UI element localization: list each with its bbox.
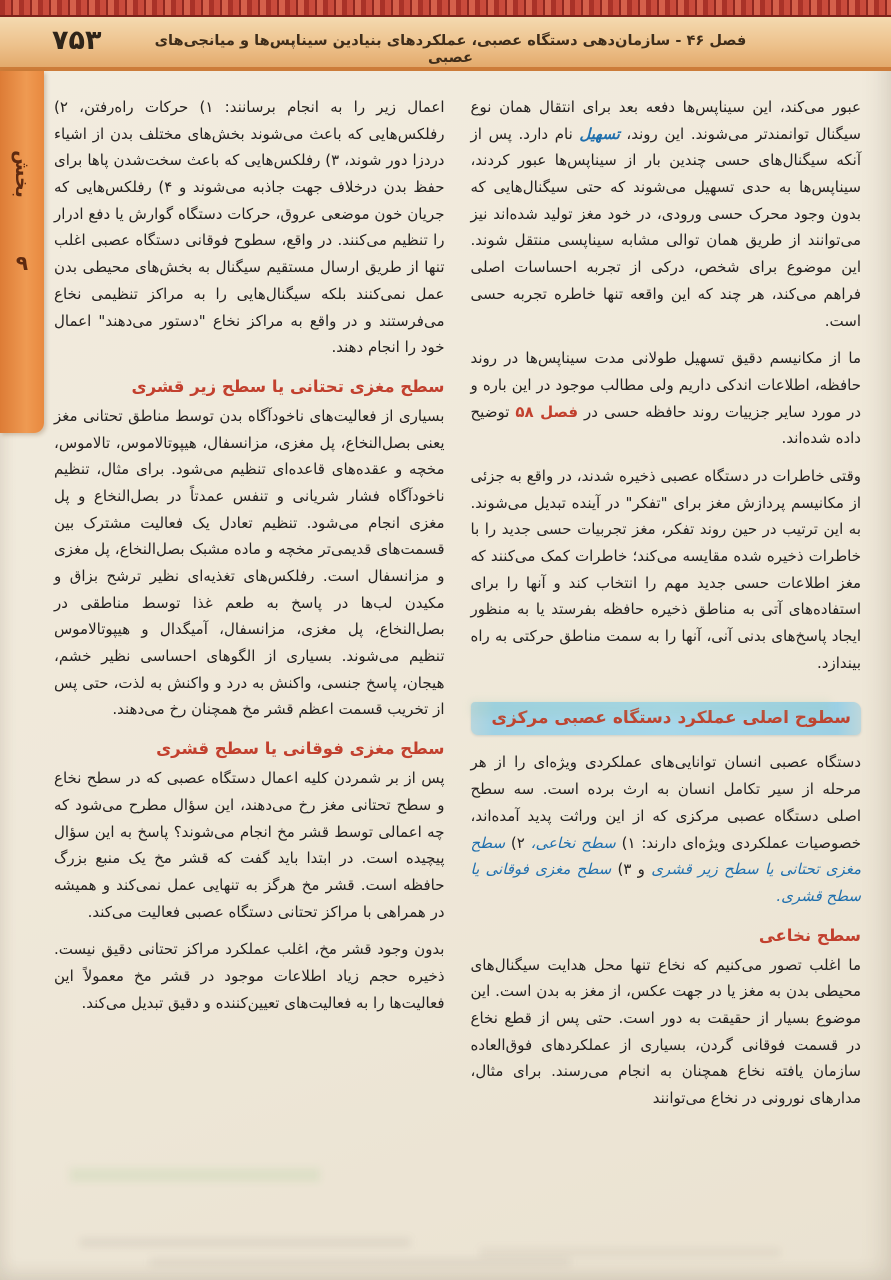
section-label: بخش (11, 150, 33, 198)
column-right (471, 94, 862, 1270)
text-run: ما از مکانیسم دقیق تسهیل طولانی مدت سیناپس‌ها در روند حافظه، اطلاعات اندکی داریم ولی مطالب موجود در این باره و در مورد سایر جزییات روند حافظه حسی در (470, 349, 861, 421)
chapter-title: فصل ۴۶ - سازمان‌دهی دستگاه عصبی، عملکردهای بنیادین سیناپس‌ها و میانجی‌های عصبی (154, 32, 747, 66)
chapter-reference: فصل ۵۸ (515, 402, 579, 421)
section-heading-major-levels: سطوح اصلی عملکرد دستگاه عصبی مرکزی (471, 702, 862, 735)
page-header (0, 17, 891, 71)
paragraph-facilitation (471, 94, 862, 334)
paragraph-spinal-functions: اعمال زیر را به انجام برسانند: ۱) حرکات راه‌رفتن، ۲) رفلکس‌هایی که باعث می‌شوند بخش‌های مختلف بدن از اشیاء دردزا دور شوند، ۳) رفلکس‌هایی که باعث سخت‌شدن پاها برای حفظ بدن درخلاف جهت جاذبه می‌شوند و ۴) رفلکس‌هایی که جریان خون موضعی عروق، حرکات دستگاه گوارش یا دفع ادرار را تنظیم می‌کنند. در واقع، سطوح فوقانی دستگاه عصبی اغلب تنها از طریق ارسال مستقیم سیگنال به بخش‌های محیطی بدن عمل نمی‌کنند بلکه سیگنال‌هایی را به مراکز تنظیمی نخاع می‌فرستند و در واقع به مراکز نخاع "دستور می‌دهند" اعمال خود را انجام دهند. (54, 98, 445, 357)
section-number: ۹ (15, 251, 29, 275)
facilitation-term: تسهیل (579, 124, 620, 143)
paragraph-memory-mechanism (471, 345, 862, 452)
level-spinal-term: سطح نخاعی، (530, 833, 616, 852)
text-run: نام دارد. پس از آنکه سیگنال‌های حسی چندین بار از سیناپس‌ها عبور کردند، سیناپس‌ها به حدی تسهیل می‌شوند که حتی سیگنال‌هایی که بدون وجود محرک حسی ورودی، در خود مغز تولید شده‌اند نیز می‌توانند از طریق همان توالی مشابه سیناپسی منتقل شوند. این موضوع برای شخص، درکی از تجربه احساسات اصلی فراهم می‌کند، هر چند که این واقعه تنها خاطره تجربه حسی است. (470, 124, 861, 330)
heading-lower-brain-level: سطح مغزی تحتانی یا سطح زیر قشری (131, 376, 445, 396)
paragraph-higher-brain: پس از بر شمردن کلیه اعمال دستگاه عصبی که در سطح نخاع و سطح تحتانی مغز رخ می‌دهند، این سؤال مطرح می‌شود که چه اعمالی توسط قشر مخ انجام می‌شوند؟ پاسخ به این سؤال پیچیده است. در ابتدا باید گفت که قشر مخ یک منبع بزرگ حافظه است. قشر مخ هرگز به تنهایی عمل نمی‌کند و همیشه در همراهی با مراکز تحتانی دستگاه عصبی فعالیت می‌کند. (54, 769, 445, 921)
heading-spinal-level: سطح نخاعی (758, 925, 861, 945)
page-content (0, 86, 891, 1270)
decorative-top-border (0, 0, 891, 17)
paragraph-lower-brain: بسیاری از فعالیت‌های ناخودآگاه بدن توسط مناطق تحتانی مغز یعنی بصل‌النخاع، پل مغزی، مزانسفال، هیپوتالاموس، تالاموس، مخچه و عقده‌های قاعده‌ای تنظیم می‌شود. برای مثال، تنظیم ناخودآگاه فشار شریانی و تنفس عمدتاً در بصل‌النخاع و پل مغزی انجام می‌شود. تنظیم تعادل یک فعالیت مشترک بین قسمت‌های قدیمی‌تر مخچه و ماده مشبک بصل‌النخاع، پل مغزی و مزانسفال است. رفلکس‌های تغذیه‌ای نظیر ترشح بزاق و مکیدن لب‌ها در پاسخ به طعم غذا توسط مناطقی در بصل‌النخاع، پل مغزی، مزانسفال، آمیگدال و هیپوتالاموس تنظیم می‌شوند. بسیاری از الگوهای احساسی نظیر خشم، هیجان، پاسخ جنسی، واکنش به درد و واکنش به لذت، حتی پس از تخریب قسمت اعظم قشر مخ همچنان رخ می‌دهند. (54, 406, 445, 719)
paragraph-three-levels (471, 749, 862, 909)
paragraph-stored-memories: وقتی خاطرات در دستگاه عصبی ذخیره شدند، در واقع به جزئی از مکانیسم پردازش مغز برای "تفکر" در آینده تبدیل می‌شوند. به این ترتیب در حین روند تفکر، مغز تجربیات حسی جدید را با خاطرات ذخیره شده مقایسه می‌کند؛ خاطرات کمک می‌کنند که مغز اطلاعات حسی جدید مهم را انتخاب کند و آنها را برای استفاده‌های آتی به مناطق ذخیره حافظه بفرستد یا به منظور ایجاد پاسخ‌های بدنی آنی، آنها را به سمت مناطق حرکتی به راه بیندازد. (470, 466, 861, 672)
text-run: و ۳) (611, 860, 652, 879)
column-left (54, 94, 445, 1270)
text-run: عبور می‌کند، این سیناپس‌ها دفعه بعد برای انتقال همان نوع سیگنال توانمندتر می‌شوند. این روند، (470, 98, 862, 143)
heading-higher-brain-level: سطح مغزی فوقانی یا سطح قشری (156, 739, 445, 759)
text-run: ۲) (505, 833, 531, 852)
paragraph-spinal-level: ما اغلب تصور می‌کنیم که نخاع تنها محل هدایت سیگنال‌های محیطی بدن به مغز یا در جهت عکس، از مغز به بدن است. این موضوع بسیار از حقیقت به دور است. حتی پس از قطع نخاع در قسمت فوقانی گردن، بسیاری از عملکردهای فوق‌العاده سازمان یافته نخاع همچنان به انجام می‌رسند. برای مثال، مدارهای نورونی در نخاع می‌توانند (470, 955, 861, 1107)
level-higher-brain-term: سطح مغزی فوقانی یا سطح قشری. (470, 860, 861, 905)
text-run: دستگاه عصبی انسان توانایی‌های عملکردی ویژه‌ای را از هر مرحله از سیر تکامل انسان به ارث برده است. سه سطح اصلی دستگاه عصبی مرکزی که از این وراثت پدید آمده‌اند، خصوصیات عملکردی ویژه‌ای دارند: ۱) (470, 753, 862, 852)
page-number: ۷۵۳ (52, 25, 102, 56)
text-run: توضیح داده شده‌اند. (470, 402, 861, 448)
level-lower-brain-term: سطح مغزی تحتانی یا سطح زیر قشری (470, 833, 862, 879)
paragraph-cortex-precision: بدون وجود قشر مخ، اغلب عملکرد مراکز تحتانی دقیق نیست. ذخیره حجم زیاد اطلاعات موجود در قشر مخ معمولاً این فعالیت‌ها را به فعالیت‌های تعیین‌کننده و دقیق تبدیل می‌کند. (54, 940, 445, 1012)
